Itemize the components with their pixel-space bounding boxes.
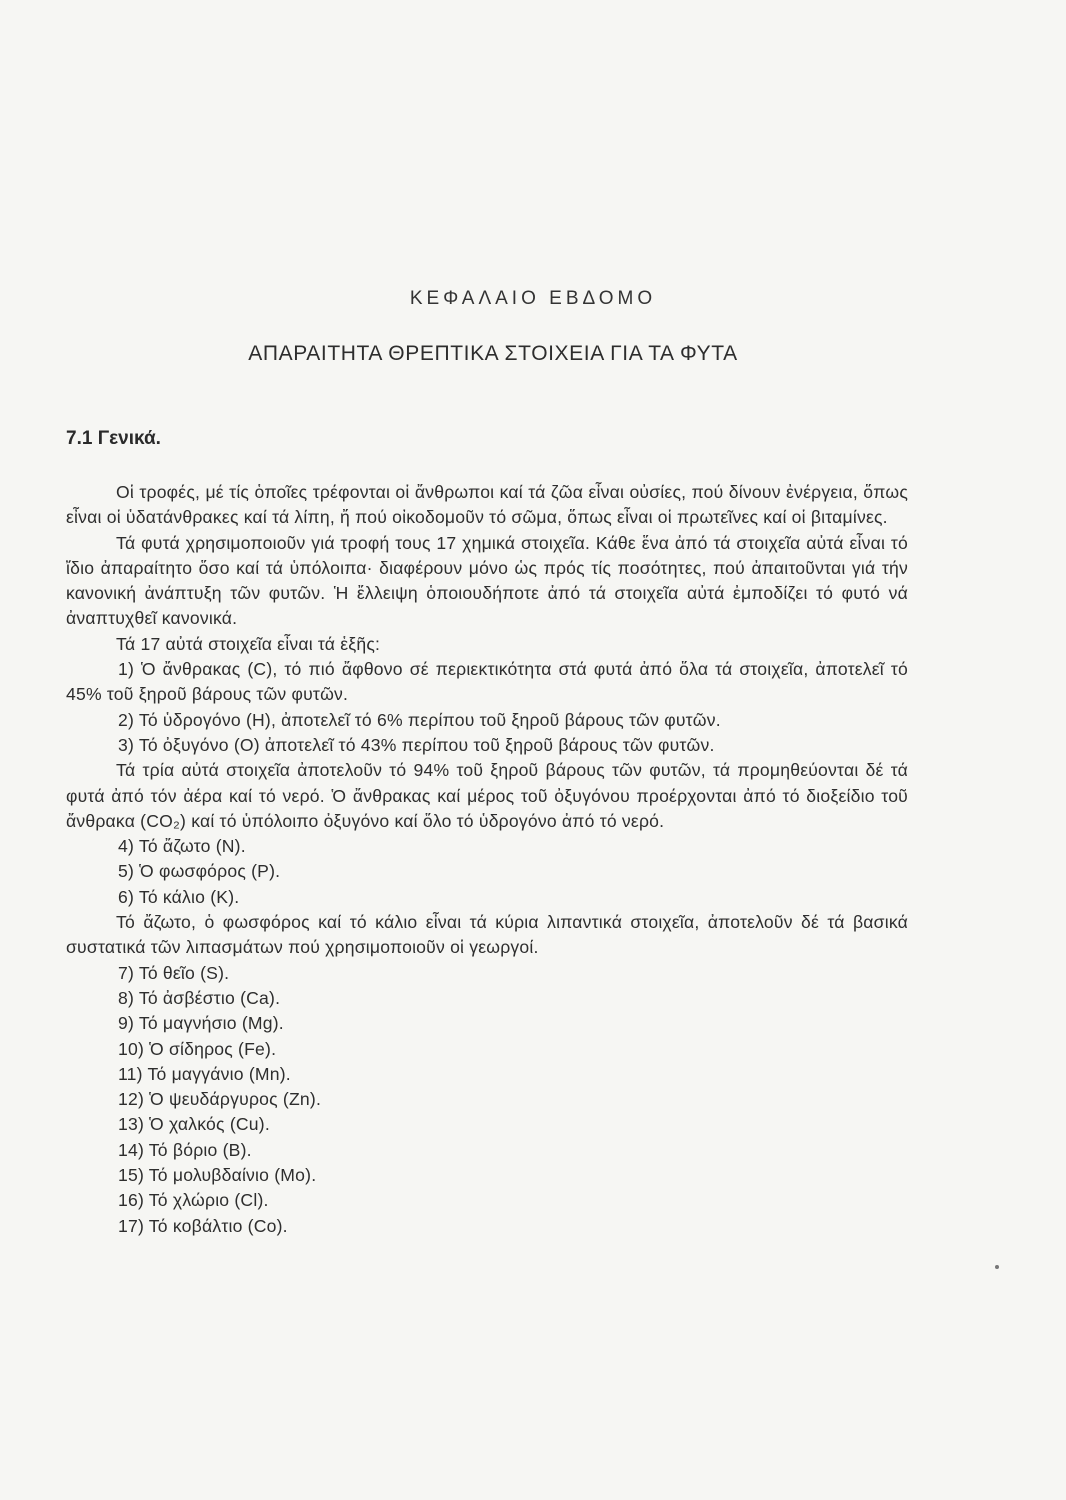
paragraph-list-intro: Τά 17 αὐτά στοιχεῖα εἶναι τά ἑξῆς: xyxy=(116,633,381,654)
chapter-label: ΚΕΦΑΛΑΙΟ ΕΒΔΟΜΟ xyxy=(409,288,657,309)
list-item: 1) Ὁ ἄνθρακας (C), τό πιό ἄφθονο σέ περιεκτικότητα στά φυτά ἀπό ὅλα τά στοιχεῖα, ἀποτελεῖ τό 45% τοῦ ξηροῦ βάρους τῶν φυτῶν. xyxy=(66,659,908,705)
section-title: 7.1 Γενικά. xyxy=(66,428,161,449)
list-item: 15) Τό μολυβδαίνιο (Mo). xyxy=(118,1165,317,1186)
list-item: 17) Τό κοβάλτιο (Co). xyxy=(118,1215,288,1236)
list-item: 14) Τό βόριο (Β). xyxy=(118,1139,252,1160)
list-item: 4) Τό ἄζωτο (Ν). xyxy=(118,836,246,857)
list-item: 2) Τό ὑδρογόνο (Η), ἀποτελεῖ τό 6% περίπου τοῦ ξηροῦ βάρους τῶν φυτῶν. xyxy=(118,709,721,730)
list-item: 12) Ὁ ψευδάργυρος (Zn). xyxy=(118,1089,322,1110)
paragraph-fertilizers: Τό ἄζωτο, ὁ φωσφόρος καί τό κάλιο εἶναι τά κύρια λιπαντικά στοιχεῖα, ἀποτελοῦν δέ τά βασικά συστατικά τῶν λιπασμάτων πού χρησιμοποιοῦν οἱ γεωργοί. xyxy=(66,912,908,958)
list-item: 3) Τό ὀξυγόνο (Ο) ἀποτελεῖ τό 43% περίπου τοῦ ξηροῦ βάρους τῶν φυτῶν. xyxy=(118,734,715,755)
list-item: 8) Τό ἀσβέστιο (Ca). xyxy=(118,987,281,1008)
chapter-title: ΑΠΑΡΑΙΤΗΤΑ ΘΡΕΠΤΙΚΑ ΣΤΟΙΧΕΙΑ ΓΙΑ ΤΑ ΦΥΤΑ xyxy=(248,342,738,365)
paragraph-three-elements: Τά τρία αὐτά στοιχεῖα ἀποτελοῦν τό 94% τοῦ ξηροῦ βάρους τῶν φυτῶν, τά προμηθεύονται δέ τά φυτά ἀπό τόν ἀέρα καί τό νερό. Ὁ ἄνθρακας καί μέρος τοῦ ὀξυγόνου προέρχονται ἀπό τό διοξείδιο τοῦ ἄνθρακα (CO₂) καί τό ὑπόλοιπο ὀξυγόνο καί ὅλο τό ὑδρογόνο ἀπό τό νερό. xyxy=(66,760,908,831)
list-item: 5) Ὁ φωσφόρος (Ρ). xyxy=(118,861,281,882)
body-text xyxy=(66,480,908,1239)
list-item: 9) Τό μαγνήσιο (Mg). xyxy=(118,1013,284,1034)
list-item: 7) Τό θεῖο (S). xyxy=(118,962,230,983)
paragraph-plants: Τά φυτά χρησιμοποιοῦν γιά τροφή τους 17 χημικά στοιχεῖα. Κάθε ἕνα ἀπό τά στοιχεῖα αὐτά εἶναι τό ἴδιο ἀπαραίτητο ὅσο καί τά ὑπόλοιπα· διαφέρουν μόνο ὡς πρός τίς ποσότητες, πού ἀπαιτοῦνται γιά τήν κανονική ἀνάπτυξη τῶν φυτῶν. Ἡ ἔλλειψη ὁποιουδήποτε ἀπό τά στοιχεῖα αὐτά ἐμποδίζει τό φυτό νά ἀναπτυχθεῖ κανονικά. xyxy=(66,532,908,629)
list-item: 10) Ὁ σίδηρος (Fe). xyxy=(118,1038,277,1059)
list-item: 13) Ὁ χαλκός (Cu). xyxy=(118,1114,270,1135)
list-item: 6) Τό κάλιο (Κ). xyxy=(118,886,240,907)
list-item: 11) Τό μαγγάνιο (Mn). xyxy=(118,1063,291,1084)
scan-speck xyxy=(995,1265,999,1269)
list-item: 16) Τό χλώριο (Cl). xyxy=(118,1190,269,1211)
paragraph-intro: Οἱ τροφές, μέ τίς ὁποῖες τρέφονται οἱ ἄνθρωποι καί τά ζῶα εἶναι οὐσίες, πού δίνουν ἐνέργεια, ὅπως εἶναι οἱ ὑδατάνθρακες καί τά λίπη, ἤ πού οἰκοδομοῦν τό σῶμα, ὅπως εἶναι οἱ πρωτεῖνες καί οἱ βιταμίνες. xyxy=(66,482,908,528)
